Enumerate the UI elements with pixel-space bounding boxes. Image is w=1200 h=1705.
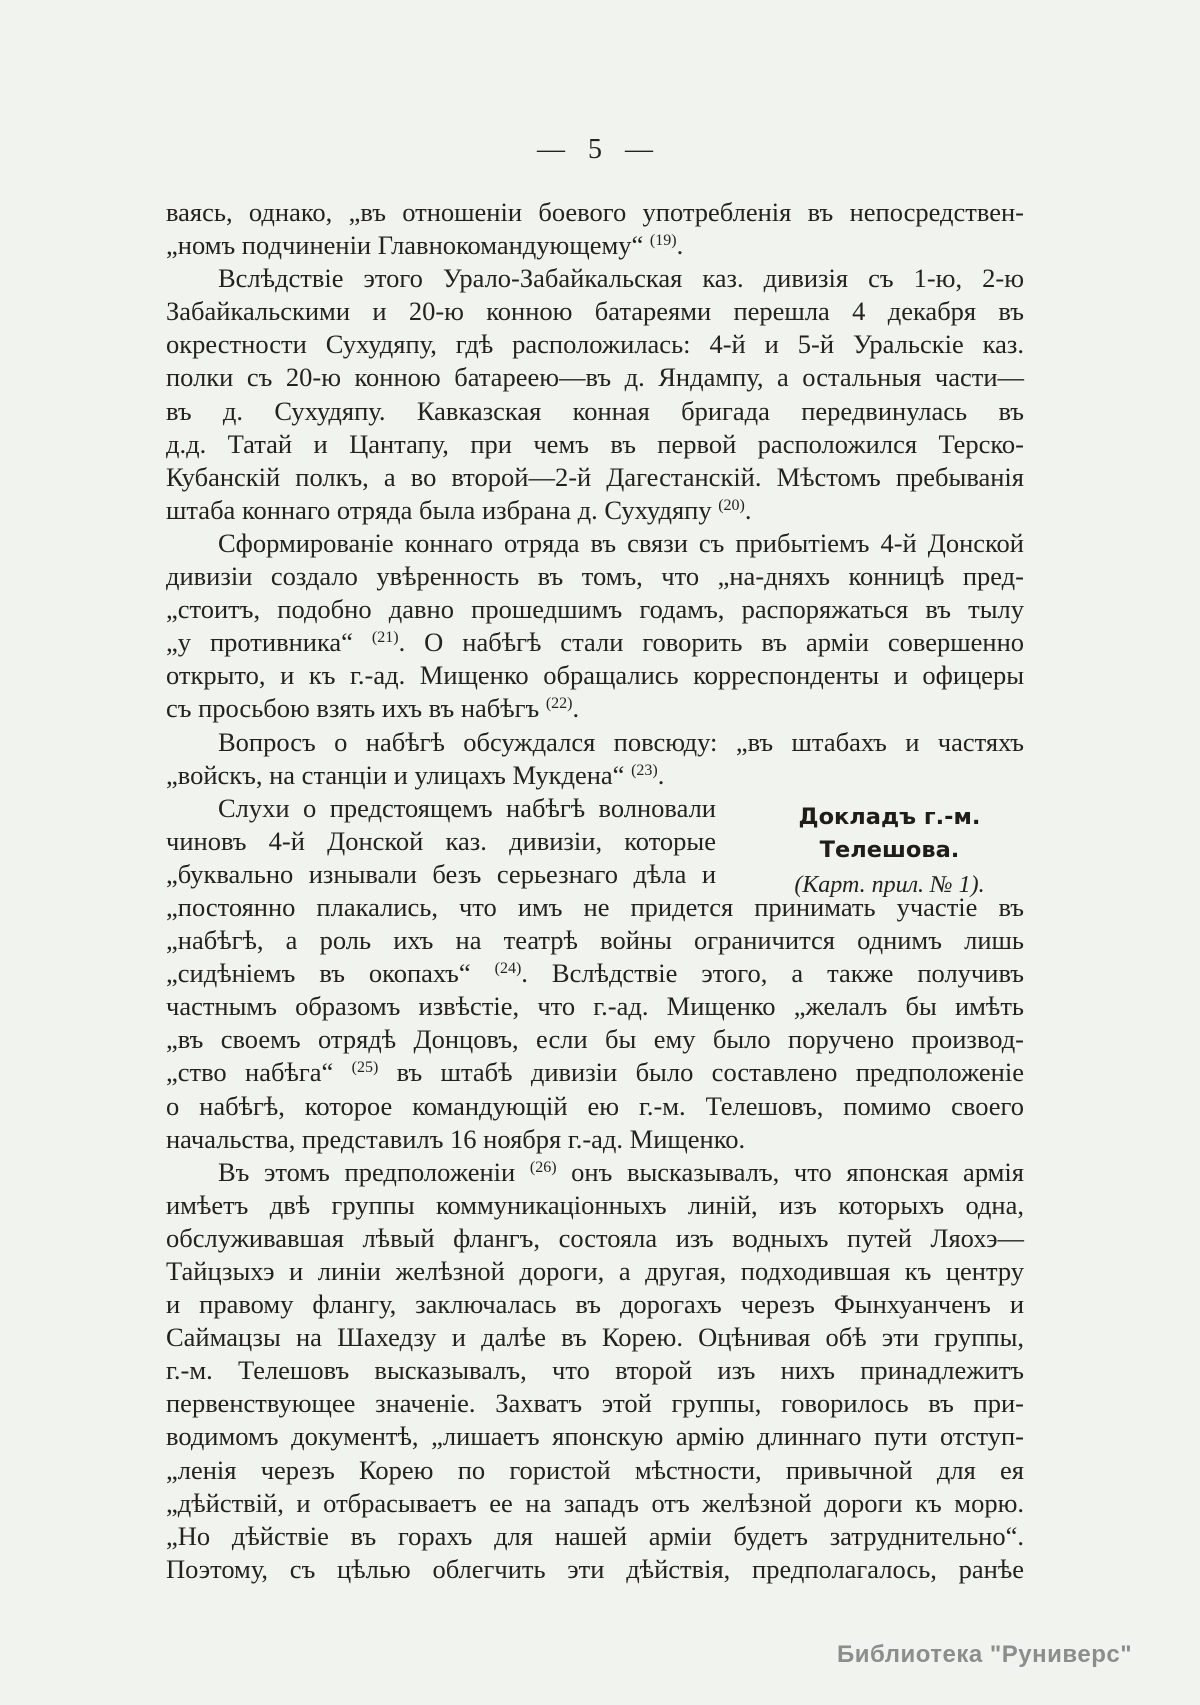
margin-note-ref: (Карт. прил. № 1). [794, 872, 985, 898]
text-line: „въ своемъ отрядѣ Донцовъ, если бы ему было поручено производ- [166, 1024, 1024, 1055]
text-line: съ просьбою взять ихъ въ набѣгъ $^{(22)}$. [166, 693, 580, 724]
text-line: имѣетъ двѣ группы коммуникаціонныхъ линій, изъ которыхъ одна, [166, 1189, 1024, 1220]
margin-note-title: Докладъ г.-м. Телешова. [798, 804, 981, 863]
text-line: г.-м. Телешовъ высказывалъ, что второй изъ нихъ принадлежитъ [166, 1355, 1024, 1386]
text-line: Забайкальскими и 20-ю конною батареями перешла 4 декабря въ [166, 296, 1024, 327]
text-line: Въ этомъ предположеніи $^{(26)}$ онъ высказывалъ, что японская армія [218, 1156, 1024, 1187]
text-line: чиновъ 4-й Донской каз. дивизіи, которые [166, 825, 716, 856]
text-line: Кубанскій полкъ, а во второй—2-й Дагестанскій. Мѣстомъ пребыванія [166, 461, 1024, 492]
text-line: дивизіи создало увѣренность въ томъ, что „на-дняхъ конницѣ пред- [166, 561, 1024, 592]
text-line: „ленія черезъ Корею по гористой мѣстности, привычной для ея [166, 1454, 1024, 1485]
text-line: Саймацзы на Шахедзу и далѣе въ Корею. Оцѣнивая обѣ эти группы, [166, 1322, 1024, 1353]
text-line: „дѣйствій, и отбрасываетъ ее на западъ отъ желѣзной дороги къ морю. [166, 1487, 1024, 1518]
text-line: начальства, представилъ 16 ноября г.-ад. Мищенко. [166, 1123, 746, 1154]
text-line: Вслѣдствіе этого Урало-Забайкальская каз. дивизія съ 1-ю, 2-ю [218, 263, 1024, 294]
text-line: ваясь, однако, „въ отношеніи боевого употребленія въ непосредствен- [166, 197, 1024, 227]
text-line: „сидѣніемъ въ окопахъ“ $^{(24)}$. Вслѣдствіе этого, а также получивъ [166, 958, 1024, 989]
text-line: водимомъ документѣ, „лишаетъ японскую армію длиннаго пути отступ- [166, 1421, 1024, 1452]
footnote-marker: (26) [529, 1158, 557, 1176]
footnote-marker: (24) [494, 960, 522, 978]
text-line: частнымъ образомъ извѣстіе, что г.-ад. Мищенко „желалъ бы имѣть [166, 991, 1024, 1022]
footnote-marker: (23) [631, 761, 658, 779]
text-line: открыто, и къ г.-ад. Мищенко обращались корреспонденты и офицеры [166, 660, 1024, 691]
text-line: полки съ 20-ю конною батареею—въ д. Яндампу, а остальныя части— [166, 362, 1024, 393]
text-line: въ д. Сухудяпу. Кавказская конная бригада передвинулась въ [166, 395, 1024, 426]
text-line: Поэтому, съ цѣлью облегчить эти дѣйствія, предполагалось, ранѣе [166, 1553, 1024, 1584]
text-line: штаба коннаго отряда была избрана д. Сухудяпу $^{(20)}$. [166, 494, 752, 525]
text-line: „у противника“ $^{(21)}$. О набѣгѣ стали говорить въ арміи совершенно [166, 627, 1025, 658]
text-line: „стоитъ, подобно давно прошедшимъ годамъ, распоряжаться въ тылу [166, 594, 1024, 625]
footnote-marker: (21) [371, 629, 399, 647]
margin-note [742, 801, 1037, 903]
text-line: „номъ подчиненіи Главнокомандующему“ $^{(19)}$. [166, 230, 684, 261]
text-line: д.д. Татай и Цантапу, при чемъ въ первой расположился Терско- [166, 428, 1024, 459]
text-line: Слухи о предстоящемъ набѣгѣ волновали [218, 792, 716, 823]
text-line: обслуживавшая лѣвый флангъ, состояла изъ водныхъ путей Ляохэ— [166, 1222, 1024, 1253]
text-line: Вопросъ о набѣгѣ обсуждался повсюду: „въ штабахъ и частяхъ [218, 726, 1024, 757]
text-line: Сформированіе коннаго отряда въ связи съ прибытіемъ 4-й Донской [218, 527, 1024, 558]
footnote-marker: (22) [545, 695, 573, 713]
library-watermark: Библиотека "Руниверс" [837, 1641, 1133, 1668]
text-line: и правому флангу, заключалась въ дорогахъ черезъ Фынхуанченъ и [166, 1289, 1024, 1320]
text-line: Тайцзыхэ и линіи желѣзной дороги, а другая, подходившая къ центру [166, 1256, 1024, 1286]
text-line: о набѣгѣ, которое командующій ею г.-м. Телешовъ, помимо своего [166, 1090, 1024, 1121]
text-line: „войскъ, на станціи и улицахъ Мукдена“ $^{(23)}$. [166, 759, 665, 790]
text-line: первенствующее значеніе. Захватъ этой группы, говорилось въ при- [166, 1388, 1024, 1419]
footnote-marker: (25) [351, 1059, 379, 1077]
text-line: „постоянно плакались, что имъ не придется принимать участіе въ [166, 891, 1024, 922]
text-line: окрестности Сухудяпу, гдѣ расположилась: 4-й и 5-й Уральскіе каз. [166, 329, 1024, 360]
text-line: „Но дѣйствіе въ горахъ для нашей арміи будетъ затруднительно“. [166, 1520, 1024, 1551]
text-line: „набѣгѣ, а роль ихъ на театрѣ войны ограничится однимъ лишь [166, 925, 1024, 956]
page-number: — 5 — [537, 134, 653, 165]
text-line: „буквально изнывали безъ серьезнаго дѣла и [166, 858, 716, 889]
footnote-marker: (20) [718, 496, 745, 514]
footnote-marker: (19) [649, 232, 677, 250]
text-line: „ство набѣга“ $^{(25)}$ въ штабѣ дивизіи было составлено предположеніе [166, 1057, 1024, 1088]
